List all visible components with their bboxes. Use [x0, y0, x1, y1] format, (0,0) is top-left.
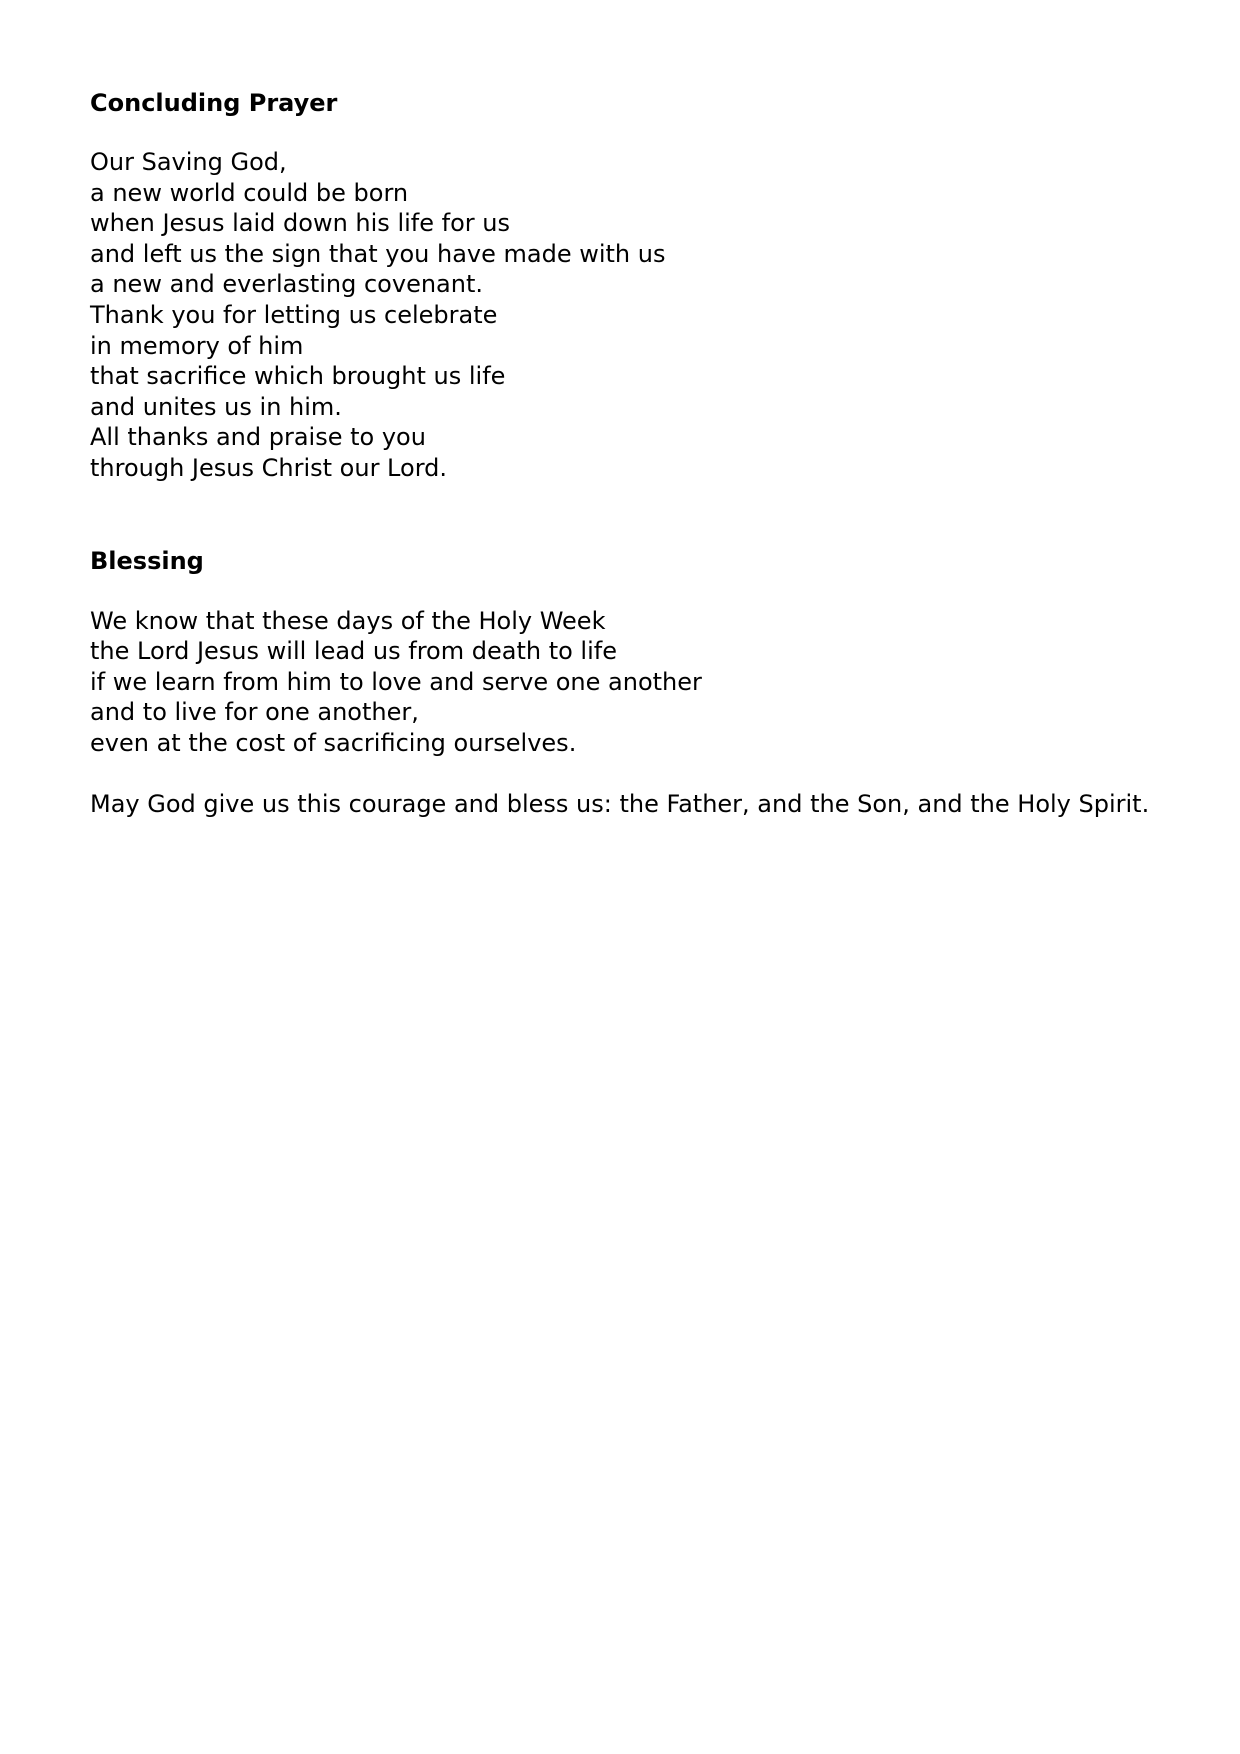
prayer-line: that sacrifice which brought us life: [90, 362, 506, 391]
blessing-heading: Blessing: [90, 546, 204, 575]
page-content: [90, 88, 1150, 819]
blessing-line: even at the cost of sacrificing ourselves.: [90, 728, 577, 757]
prayer-line: a new world could be born: [90, 178, 409, 207]
blessing-line: We know that these days of the Holy Week: [90, 606, 606, 635]
blessing-line: the Lord Jesus will lead us from death to life: [90, 637, 617, 666]
prayer-line: in memory of him: [90, 331, 304, 360]
blessing-text: [90, 606, 1150, 759]
concluding-prayer-heading: Concluding Prayer: [90, 89, 338, 117]
concluding-prayer-text: [90, 147, 1150, 484]
prayer-line: and left us the sign that you have made with us: [90, 239, 666, 268]
prayer-line: Thank you for letting us celebrate: [90, 300, 498, 329]
prayer-line: when Jesus laid down his life for us: [90, 209, 510, 238]
blessing-line: and to live for one another,: [90, 698, 419, 727]
prayer-line: a new and everlasting covenant.: [90, 270, 483, 299]
prayer-line: All thanks and praise to you: [90, 423, 426, 452]
blessing-line: if we learn from him to love and serve one another: [90, 667, 702, 696]
prayer-line: through Jesus Christ our Lord.: [90, 453, 447, 482]
prayer-line: Our Saving God,: [90, 148, 287, 176]
prayer-line: and unites us in him.: [90, 392, 342, 421]
blessing-final-paragraph: May God give us this courage and bless us: the Father, and the Son, and the Holy Spirit.: [90, 789, 1150, 818]
